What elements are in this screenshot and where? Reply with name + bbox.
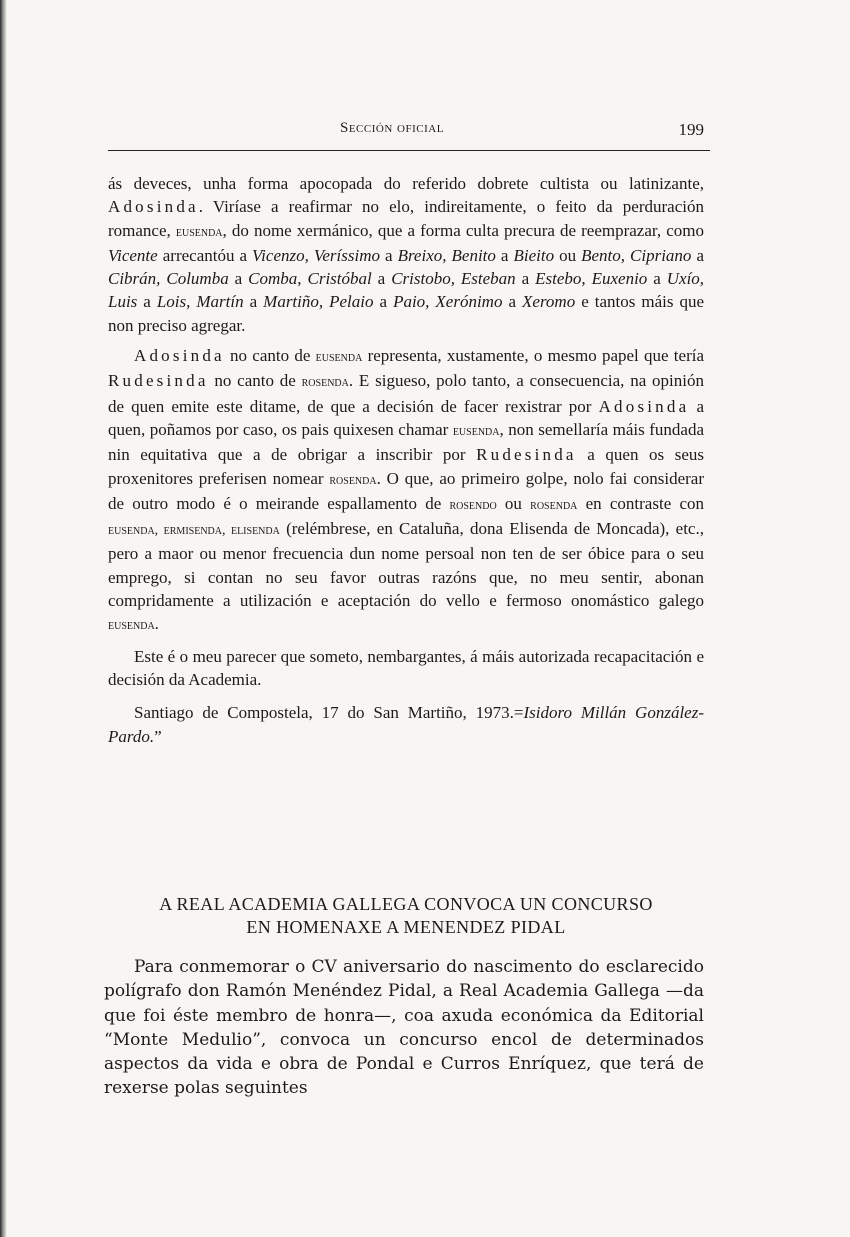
- text-run: a quen os seus proxenitores preferisen nomear: [108, 445, 705, 488]
- running-header: [108, 120, 710, 151]
- italic-name: Lois, Martín: [156, 292, 244, 312]
- text-run: , do nome xermánico, que a forma culta precura de reemprazar, como: [222, 220, 704, 240]
- text-run: . E sigueso, polo tanto, a consecuencia, na opinión de quen emite este ditame, de que a decisión de facer rexistrar por: [108, 371, 705, 416]
- text-run: a: [515, 269, 536, 289]
- text-run: Santiago de Compostela, 17 do San Martiño, 1973.=: [134, 703, 524, 723]
- small-caps-name: eusenda, ermisenda, elisenda: [108, 523, 280, 539]
- italic-name: Vicente: [108, 245, 158, 265]
- text-run: ás deveces, unha forma apocopada do referido dobrete cultista ou latinizante,: [108, 174, 704, 193]
- italic-name: Bento, Cipriano: [581, 245, 692, 265]
- text-run: ou: [496, 493, 531, 513]
- italic-name: Uxío, Luis: [108, 269, 705, 312]
- spaced-name: Adosinda: [598, 396, 690, 416]
- letter-text: [108, 172, 704, 748]
- article-paragraph: Para conmemorar o CV aniversario do nascimento do esclarecido polígrafo don Ramón Menéndez Pidal, a Real Academia Gallega —da que foi éste membro de honra—, coa axuda económica da Editorial “Monte Medulio”, convoca un concurso encol de determinados aspectos da vida e obra de Pondal e Curros Enríquez, que terá de rexerse polas seguintes: [104, 957, 704, 1099]
- spaced-name: Rudesinda: [108, 371, 209, 391]
- closing-quote: ”: [154, 726, 162, 746]
- italic-name: Bieito: [513, 245, 555, 265]
- text-run: a quen, poñamos por caso, os pais quixesen chamar: [108, 396, 705, 439]
- text-run: no canto de: [224, 346, 316, 366]
- small-caps-name: rosenda: [301, 375, 349, 391]
- text-run: a: [228, 269, 249, 289]
- small-caps-name: eusenda: [452, 423, 500, 439]
- italic-name: Xeromo: [522, 292, 576, 312]
- italic-name: Vicenzo, Veríssimo: [252, 245, 380, 265]
- text-run: a: [647, 269, 667, 289]
- italic-name: Cristobo, Esteban: [391, 269, 516, 289]
- text-run: en contraste con: [577, 493, 705, 513]
- text-run: a: [373, 292, 394, 312]
- italic-name: Comba, Cristóbal: [248, 269, 372, 289]
- text-run: ou: [554, 245, 582, 265]
- small-caps-name: eusenda: [315, 350, 363, 366]
- paragraph-2: [108, 344, 704, 638]
- italic-name: Cibrán, Columba: [108, 269, 229, 289]
- section-title: Sección oficial: [340, 120, 444, 136]
- small-caps-name: rosenda: [329, 472, 377, 488]
- text-run: a: [502, 292, 523, 312]
- article-body: [104, 955, 704, 1101]
- spaced-name: Adosinda: [108, 197, 199, 217]
- article-title: [108, 893, 704, 939]
- text-run: a: [137, 292, 157, 312]
- text-run: , non semellaría máis fundada nin equitativa que a de obrigar a inscribir por: [108, 419, 704, 465]
- text-run: a: [379, 245, 398, 265]
- text-run: (relémbrese, en Cataluña, dona Elisenda de Moncada), etc., pero a maor ou menor frecuencia dun nome persoal non ten de ser óbice para o seu emprego, si contan no seu favor outras razóns que, no meu sentir, abonan compridamente a utilización e aceptación do vello e fermoso onomástico galego: [108, 519, 704, 611]
- text-run: a: [691, 245, 704, 265]
- small-caps-name: rosendo: [449, 497, 497, 513]
- italic-name: Paio, Xerónimo: [393, 292, 503, 312]
- spaced-name: Rudesinda: [476, 445, 577, 465]
- italic-name: Breixo, Benito: [397, 245, 496, 265]
- italic-name: Martiño, Pelaio: [263, 292, 374, 312]
- signature-line: [108, 701, 704, 748]
- signature-name: Isidoro Millán González-Pardo.: [108, 703, 704, 746]
- text-run: a: [371, 269, 392, 289]
- text-run: . O que, ao primeiro golpe, nolo fai considerar de outro modo é o meirande espallamento de: [108, 468, 704, 513]
- paragraph-3: Este é o meu parecer que someto, nembargantes, á máis autorizada recapacitación e decisión da Academia.: [108, 646, 704, 689]
- small-caps-name: eusenda: [108, 618, 155, 634]
- title-line-1: A REAL ACADEMIA GALLEGA CONVOCA UN CONCURSO: [159, 894, 653, 914]
- italic-name: Estebo, Euxenio: [535, 269, 648, 289]
- page-number: 199: [678, 120, 704, 139]
- paragraph-1: [108, 172, 704, 337]
- small-caps-name: eusenda: [175, 224, 223, 240]
- text-run: .: [154, 614, 159, 634]
- spaced-name: Adosinda: [134, 346, 225, 366]
- text-run: arrecantóu a: [157, 245, 253, 265]
- page-edge-shadow: [0, 0, 7, 1237]
- title-line-2: EN HOMENAXE A MENENDEZ PIDAL: [246, 917, 566, 937]
- text-run: a: [495, 245, 514, 265]
- text-run: representa, xustamente, o mesmo papel que tería: [362, 346, 705, 366]
- text-run: no canto de: [208, 371, 302, 391]
- text-run: e tantos máis que non preciso agregar.: [108, 292, 705, 335]
- text-run: a: [243, 292, 264, 312]
- text-run: . Viríase a reafirmar no elo, indireitamente, o feito da perduración romance,: [108, 197, 704, 240]
- small-caps-name: rosenda: [530, 497, 578, 513]
